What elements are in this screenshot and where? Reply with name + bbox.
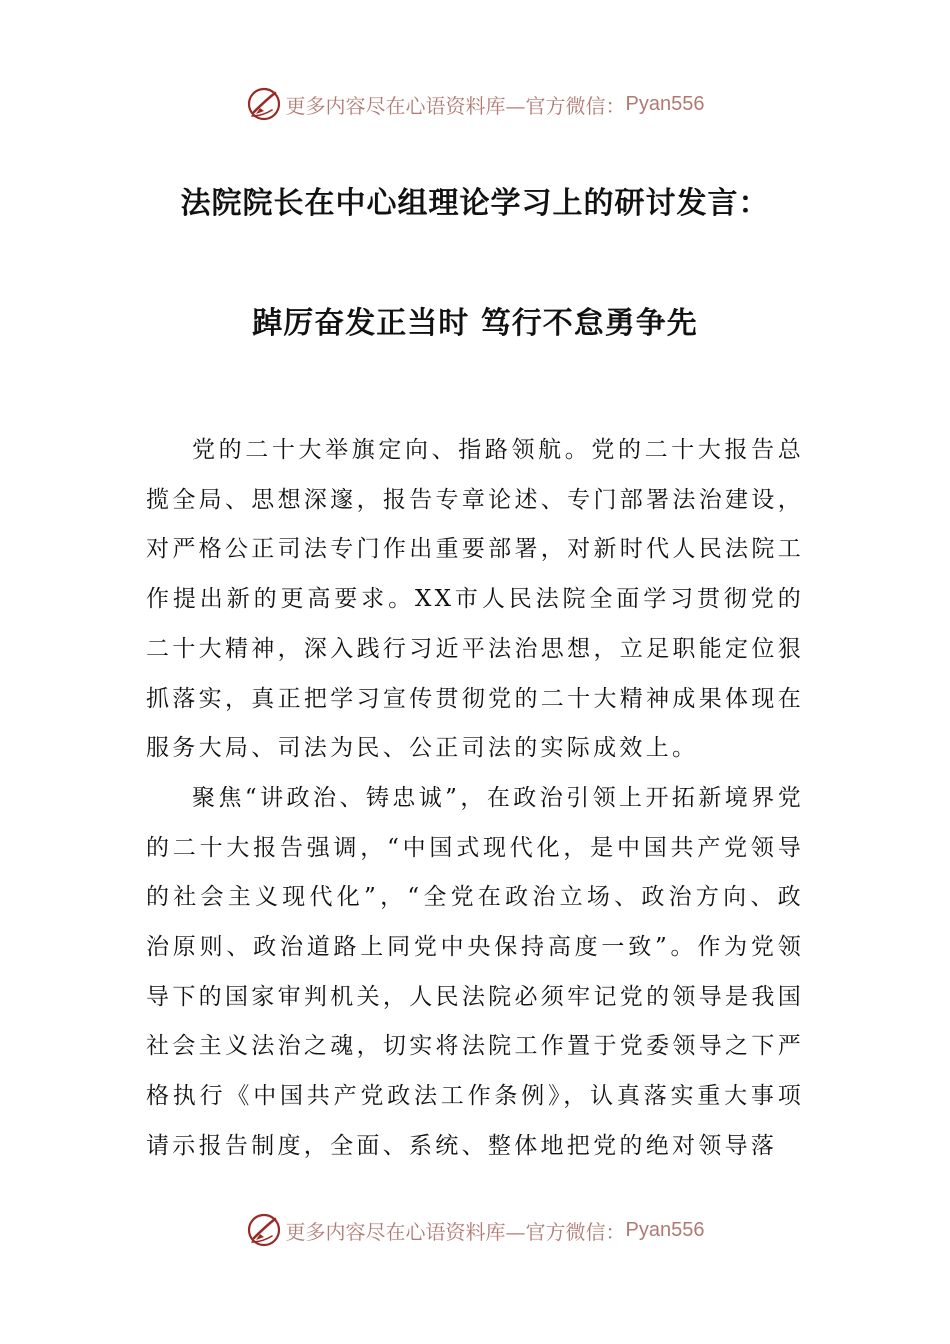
banner-wechat-id: Pyan556 — [625, 92, 705, 115]
banner-wechat-id: Pyan556 — [625, 1218, 705, 1241]
document-subtitle: 踔厉奋发正当时 笃行不怠勇争先 — [252, 306, 698, 341]
paragraph: 党的二十大举旗定向、指路领航。党的二十大报告总揽全局、思想深邃，报告专章论述、专门部署法治建设，对严格公正司法专门作出重要部署，对新时代人民法院工作提出新的更高要求。XX市人民法院全面学习贯彻党的二十大精神，深入践行习近平法治思想，立足职能定位狠抓落实，真正把学习宣传贯彻党的二十大精神成果体现在服务大局、司法为民、公正司法的实际成效上。 — [146, 437, 804, 762]
paragraph: 聚焦“讲政治、铸忠诚”，在政治引领上开拓新境界党的二十大报告强调，“中国式现代化，是中国共产党领导的社会主义现代化”，“全党在政治立场、政治方向、政治原则、政治道路上同党中央保持高度一致”。作为党领导下的国家审判机关，人民法院必须牢记党的领导是我国社会主义法治之魂，切实将法院工作置于党委领导之下严格执行《中国共产党政法工作条例》，认真落实重大事项请示报告制度，全面、系统、整体地把党的绝对领导落 — [146, 784, 804, 1159]
banner-text: 更多内容尽在心语资料库—官方微信： — [285, 1219, 626, 1244]
pen-logo-icon — [246, 86, 282, 122]
document-body — [146, 426, 804, 1172]
pen-logo-icon — [246, 1212, 282, 1248]
banner-text: 更多内容尽在心语资料库—官方微信： — [285, 93, 626, 118]
header-watermark-banner — [0, 84, 950, 124]
document-title: 法院院长在中心组理论学习上的研讨发言： — [180, 186, 770, 221]
footer-watermark-banner — [0, 1210, 950, 1250]
